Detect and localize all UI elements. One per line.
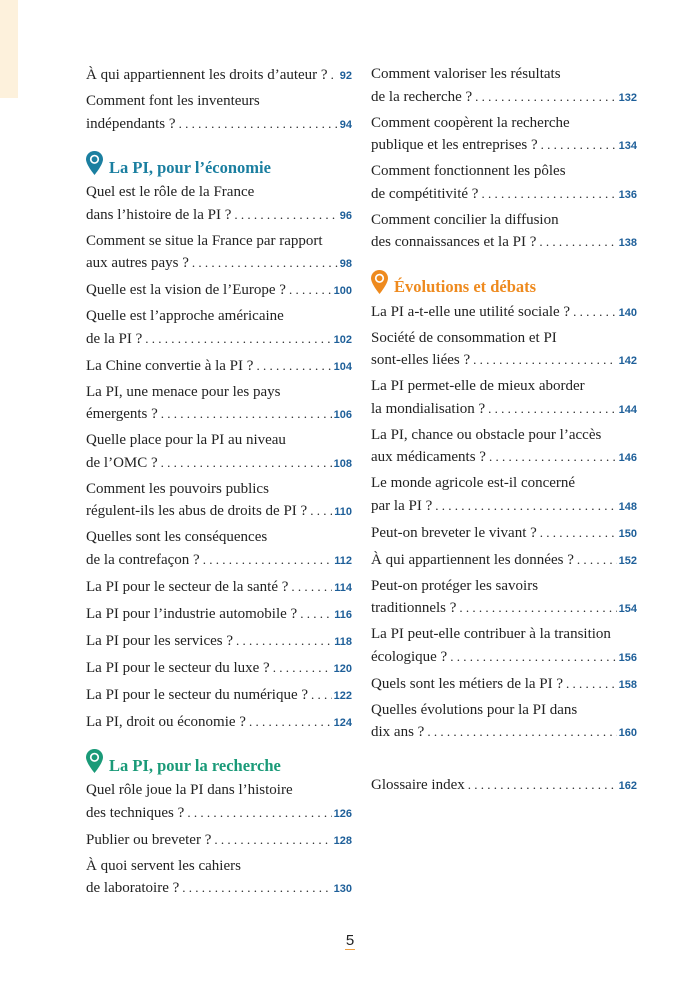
- dot-leader: [214, 829, 331, 851]
- toc-entry-text: La PI pour le secteur du luxe ?: [86, 659, 270, 676]
- dot-leader: [291, 576, 332, 598]
- toc-entry-text: écologique ?: [371, 648, 448, 665]
- toc-entry[interactable]: [86, 182, 352, 227]
- dot-leader: [450, 646, 616, 668]
- dot-leader: [541, 134, 617, 156]
- toc-entry-text: de la contrefaçon ?: [86, 551, 200, 568]
- map-pin-icon: [86, 749, 103, 773]
- toc-page-number: 136: [618, 188, 637, 201]
- toc-entry-text: aux médicaments ?: [371, 449, 486, 465]
- chapter-tab: [0, 0, 18, 98]
- toc-entry-line: [371, 522, 637, 546]
- map-pin-icon: [371, 270, 388, 294]
- toc-entry-line: [86, 711, 352, 735]
- section-heading: [371, 269, 637, 297]
- toc-page-number: 156: [618, 651, 637, 664]
- toc-page-number: 134: [618, 140, 637, 152]
- dot-leader: [427, 721, 616, 743]
- toc-entry-line: [371, 231, 637, 255]
- toc-entry[interactable]: [371, 700, 637, 745]
- toc-entry-text: La Chine convertie à la PI ?: [86, 357, 254, 374]
- toc-entry[interactable]: [86, 711, 352, 735]
- toc-entry-line: [371, 398, 637, 422]
- toc-page-number: 150: [618, 527, 637, 540]
- toc-entry-line: [371, 646, 637, 670]
- toc-entry-line: [86, 549, 352, 573]
- dot-leader: [473, 349, 617, 371]
- toc-page-number: 112: [334, 554, 352, 567]
- toc-entry-line: [371, 673, 637, 697]
- dot-leader: [234, 204, 337, 226]
- toc-entry-text: La PI pour le secteur du numérique ?: [86, 686, 309, 703]
- toc-entry-text: traditionnels ?: [371, 600, 457, 616]
- dot-leader: [566, 673, 617, 695]
- toc-entry[interactable]: [86, 231, 352, 276]
- toc-page-number: 116: [334, 608, 352, 621]
- dot-leader: [573, 301, 617, 323]
- section-title: La PI, pour l’économie: [109, 158, 271, 177]
- toc-page-number: 108: [333, 457, 352, 470]
- toc-entry-line: [86, 802, 352, 826]
- toc-entry-text: de la PI ?: [86, 330, 143, 347]
- toc-entry-line: Le monde agricole est-il concerné: [371, 475, 576, 491]
- toc-entry[interactable]: [371, 425, 637, 470]
- toc-entry-line: [86, 279, 352, 303]
- toc-entry-text: dix ans ?: [371, 724, 425, 740]
- toc-page-number: 138: [618, 237, 637, 249]
- toc-page-number: 142: [618, 355, 637, 367]
- toc-entry-line: [86, 829, 352, 853]
- dot-leader: [249, 711, 332, 733]
- toc-entry-line: [86, 877, 352, 901]
- toc-page-number: 102: [333, 333, 352, 346]
- toc-entry[interactable]: [371, 64, 637, 109]
- toc-entry-line: Peut-on protéger les savoirs: [371, 577, 539, 594]
- dot-leader: [489, 446, 617, 468]
- toc-entry-line: [371, 721, 637, 745]
- toc-entry[interactable]: [86, 684, 352, 708]
- toc-entry-line: Comment se situe la France par rapport: [86, 232, 323, 249]
- dot-leader: [161, 403, 332, 425]
- toc-entry[interactable]: [86, 479, 352, 524]
- toc-page-number: 158: [618, 678, 637, 691]
- toc-entry-line: Quelle place pour la PI au niveau: [86, 432, 286, 448]
- toc-entry[interactable]: [371, 522, 637, 546]
- toc-entry-text: La PI pour l’industrie automobile ?: [86, 605, 298, 622]
- toc-entry-line: La PI peut-elle contribuer à la transition: [371, 626, 611, 642]
- section-heading: [86, 748, 352, 776]
- toc-entry-line: [371, 446, 637, 470]
- dot-leader: [468, 774, 617, 796]
- toc-entry-text: La PI pour les services ?: [86, 632, 234, 649]
- toc-entry-line: Comment fonctionnent les pôles: [371, 163, 566, 179]
- toc-page-number: 132: [618, 91, 637, 104]
- toc-page-number: 160: [618, 727, 637, 739]
- dot-leader: [192, 252, 338, 274]
- toc-entry[interactable]: [371, 376, 637, 421]
- toc-entry-text: des techniques ?: [86, 804, 185, 821]
- toc-entry[interactable]: [371, 210, 637, 255]
- toc-entry-line: [86, 328, 352, 352]
- toc-entry[interactable]: [86, 856, 352, 901]
- toc-entry[interactable]: [371, 328, 637, 373]
- toc-entry-line: [86, 576, 352, 600]
- toc-page-number: 122: [333, 689, 352, 702]
- toc-entry[interactable]: [371, 473, 637, 518]
- toc-entry-text: de l’OMC ?: [86, 454, 158, 471]
- dot-leader: [182, 877, 331, 899]
- toc-page-number: 124: [333, 716, 352, 729]
- toc-entry[interactable]: [86, 603, 352, 627]
- toc-entry-line: Quelle est l’approche américaine: [86, 308, 284, 324]
- toc-page-number: 104: [333, 360, 352, 373]
- toc-entry[interactable]: [86, 355, 352, 379]
- dot-leader: [539, 231, 616, 253]
- toc-entry-line: [371, 134, 637, 158]
- toc-entry-text: aux autres pays ?: [86, 255, 189, 271]
- toc-entry[interactable]: [86, 382, 352, 427]
- toc-entry-line: Quelles évolutions pour la PI dans: [371, 701, 578, 718]
- toc-entry-text: de la recherche ?: [371, 88, 473, 105]
- page-footer: [0, 932, 700, 949]
- dot-leader: [475, 86, 616, 108]
- toc-column-right: [371, 64, 637, 801]
- toc-entry[interactable]: [86, 576, 352, 600]
- toc-entry-line: [86, 500, 352, 524]
- toc-entry-text: publique et les entreprises ?: [371, 137, 538, 153]
- dot-leader: [577, 549, 617, 571]
- toc-entry[interactable]: [371, 113, 637, 158]
- toc-page-number: 144: [618, 403, 637, 416]
- toc-entry-text: régulent-ils les abus de droits de PI ?: [86, 503, 308, 519]
- toc-entry[interactable]: [371, 549, 637, 573]
- section-heading: [86, 150, 352, 178]
- toc-page-number: 110: [334, 506, 352, 518]
- toc-entry-line: Comment les pouvoirs publics: [86, 480, 269, 497]
- toc-entry-line: Société de consommation et PI: [371, 329, 557, 346]
- toc-entry[interactable]: [371, 624, 637, 669]
- dot-leader: [300, 603, 332, 625]
- dot-leader: [488, 398, 617, 420]
- toc-entry[interactable]: [86, 527, 352, 572]
- toc-entry-text: Quels sont les métiers de la PI ?: [371, 675, 564, 692]
- dot-leader: [331, 64, 338, 86]
- toc-entry-line: À quoi servent les cahiers: [86, 857, 241, 874]
- toc-entry-line: La PI, chance ou obstacle pour l’accès: [371, 426, 602, 443]
- toc-entry-text: La PI, droit ou économie ?: [86, 713, 246, 730]
- dot-leader: [179, 113, 338, 135]
- dot-leader: [203, 549, 333, 571]
- toc-entry-line: La PI permet-elle de mieux aborder: [371, 378, 585, 394]
- toc-entry-line: [86, 355, 352, 379]
- toc-page-number: 130: [333, 883, 352, 895]
- toc-page-number: 148: [618, 500, 637, 513]
- toc-entry-text: La PI a-t-elle une utilité sociale ?: [371, 303, 571, 320]
- toc-entry-line: [371, 301, 637, 325]
- toc-entry-text: de compétitivité ?: [371, 185, 479, 202]
- toc-entry[interactable]: [86, 91, 352, 136]
- toc-entry-line: Comment coopèrent la recherche: [371, 114, 570, 131]
- toc-page-number: 128: [333, 834, 352, 847]
- toc-page-number: 96: [339, 209, 352, 222]
- toc-page-number: 92: [339, 70, 352, 82]
- toc-column-left: [86, 64, 352, 904]
- toc-entry-text: sont-elles liées ?: [371, 352, 471, 368]
- toc-page-number: 154: [618, 603, 637, 615]
- toc-entry-line: [371, 349, 637, 373]
- toc-entry-text: À qui appartiennent les données ?: [371, 551, 574, 568]
- page-number: 5: [345, 932, 355, 949]
- dot-leader: [236, 630, 332, 652]
- toc-page-number: 94: [339, 118, 352, 131]
- toc-entry[interactable]: [86, 430, 352, 475]
- toc-entry-text: La PI pour le secteur de la santé ?: [86, 578, 289, 595]
- toc-entry[interactable]: [371, 161, 637, 206]
- toc-page-number: 106: [333, 409, 352, 421]
- dot-leader: [459, 597, 616, 619]
- toc-entry-line: [86, 630, 352, 654]
- toc-entry[interactable]: [86, 279, 352, 303]
- toc-entry-text: de laboratoire ?: [86, 880, 180, 896]
- toc-entry-text: Quelle est la vision de l’Europe ?: [86, 282, 286, 298]
- toc-entry-text: indépendants ?: [86, 115, 176, 132]
- toc-page-number: 162: [618, 780, 637, 792]
- toc-entry-line: [371, 495, 637, 519]
- toc-entry-text: À qui appartiennent les droits d’auteur ?: [86, 67, 328, 83]
- toc-entry-line: [86, 452, 352, 476]
- dot-leader: [311, 684, 332, 706]
- dot-leader: [187, 802, 331, 824]
- dot-leader: [310, 500, 332, 522]
- toc-entry-line: Comment font les inventeurs: [86, 93, 260, 109]
- toc-entry-line: [86, 603, 352, 627]
- toc-entry-line: [86, 403, 352, 427]
- dot-leader: [481, 183, 616, 205]
- toc-entry-text: dans l’histoire de la PI ?: [86, 206, 232, 223]
- toc-entry-text: Peut-on breveter le vivant ?: [371, 524, 537, 541]
- toc-entry-text: émergents ?: [86, 406, 158, 422]
- section-title: La PI, pour la recherche: [109, 756, 281, 775]
- toc-entry-line: Quel est le rôle de la France: [86, 184, 255, 200]
- toc-entry-line: [86, 684, 352, 708]
- toc-entry[interactable]: [86, 829, 352, 853]
- toc-entry-line: [86, 113, 352, 137]
- toc-entry[interactable]: [371, 301, 637, 325]
- toc-entry[interactable]: [371, 774, 637, 798]
- toc-entry-line: [86, 252, 352, 276]
- toc-entry-line: Comment valoriser les résultats: [371, 66, 561, 82]
- toc-entry[interactable]: [86, 780, 352, 825]
- toc-entry-text: par la PI ?: [371, 497, 433, 514]
- toc-entry-text: des connaissances et la PI ?: [371, 234, 537, 250]
- dot-leader: [256, 355, 331, 377]
- toc-entry-line: Quel rôle joue la PI dans l’histoire: [86, 782, 293, 798]
- toc-page-number: 146: [618, 452, 637, 464]
- toc-entry-line: Comment concilier la diffusion: [371, 211, 559, 228]
- toc-entry[interactable]: [86, 657, 352, 681]
- section-title: Évolutions et débats: [394, 276, 537, 296]
- toc-entry-text: Publier ou breveter ?: [86, 831, 212, 848]
- spacer: [371, 748, 637, 774]
- toc-entry[interactable]: [86, 64, 352, 88]
- toc-entry-text: la mondialisation ?: [371, 400, 486, 417]
- toc-entry[interactable]: [371, 673, 637, 697]
- toc-entry-line: [371, 774, 637, 798]
- toc-entry[interactable]: [86, 630, 352, 654]
- toc-page-number: 100: [333, 285, 352, 297]
- map-pin-icon: [86, 151, 103, 175]
- toc-entry-line: [371, 597, 637, 621]
- dot-leader: [145, 328, 331, 350]
- toc-page-number: 118: [334, 635, 352, 648]
- toc-entry-line: [86, 204, 352, 228]
- toc-entry[interactable]: [371, 576, 637, 621]
- toc-entry-line: [371, 183, 637, 207]
- toc-entry-text: Glossaire index: [371, 777, 465, 793]
- toc-page-number: 126: [333, 807, 352, 820]
- dot-leader: [161, 452, 332, 474]
- toc-page-number: 98: [339, 258, 352, 270]
- toc-page-number: 120: [333, 662, 352, 675]
- toc-entry-line: La PI, une menace pour les pays: [86, 383, 281, 400]
- toc-entry-line: [371, 86, 637, 110]
- dot-leader: [289, 279, 332, 301]
- toc-entry-line: [86, 64, 352, 88]
- toc-page-number: 114: [334, 581, 352, 594]
- toc-entry-line: [371, 549, 637, 573]
- toc-page-number: 152: [618, 554, 637, 567]
- toc-page-number: 140: [618, 306, 637, 319]
- toc-entry-line: [86, 657, 352, 681]
- dot-leader: [273, 657, 332, 679]
- dot-leader: [540, 522, 617, 544]
- toc-entry[interactable]: [86, 306, 352, 351]
- dot-leader: [435, 495, 616, 517]
- toc-entry-line: Quelles sont les conséquences: [86, 529, 268, 545]
